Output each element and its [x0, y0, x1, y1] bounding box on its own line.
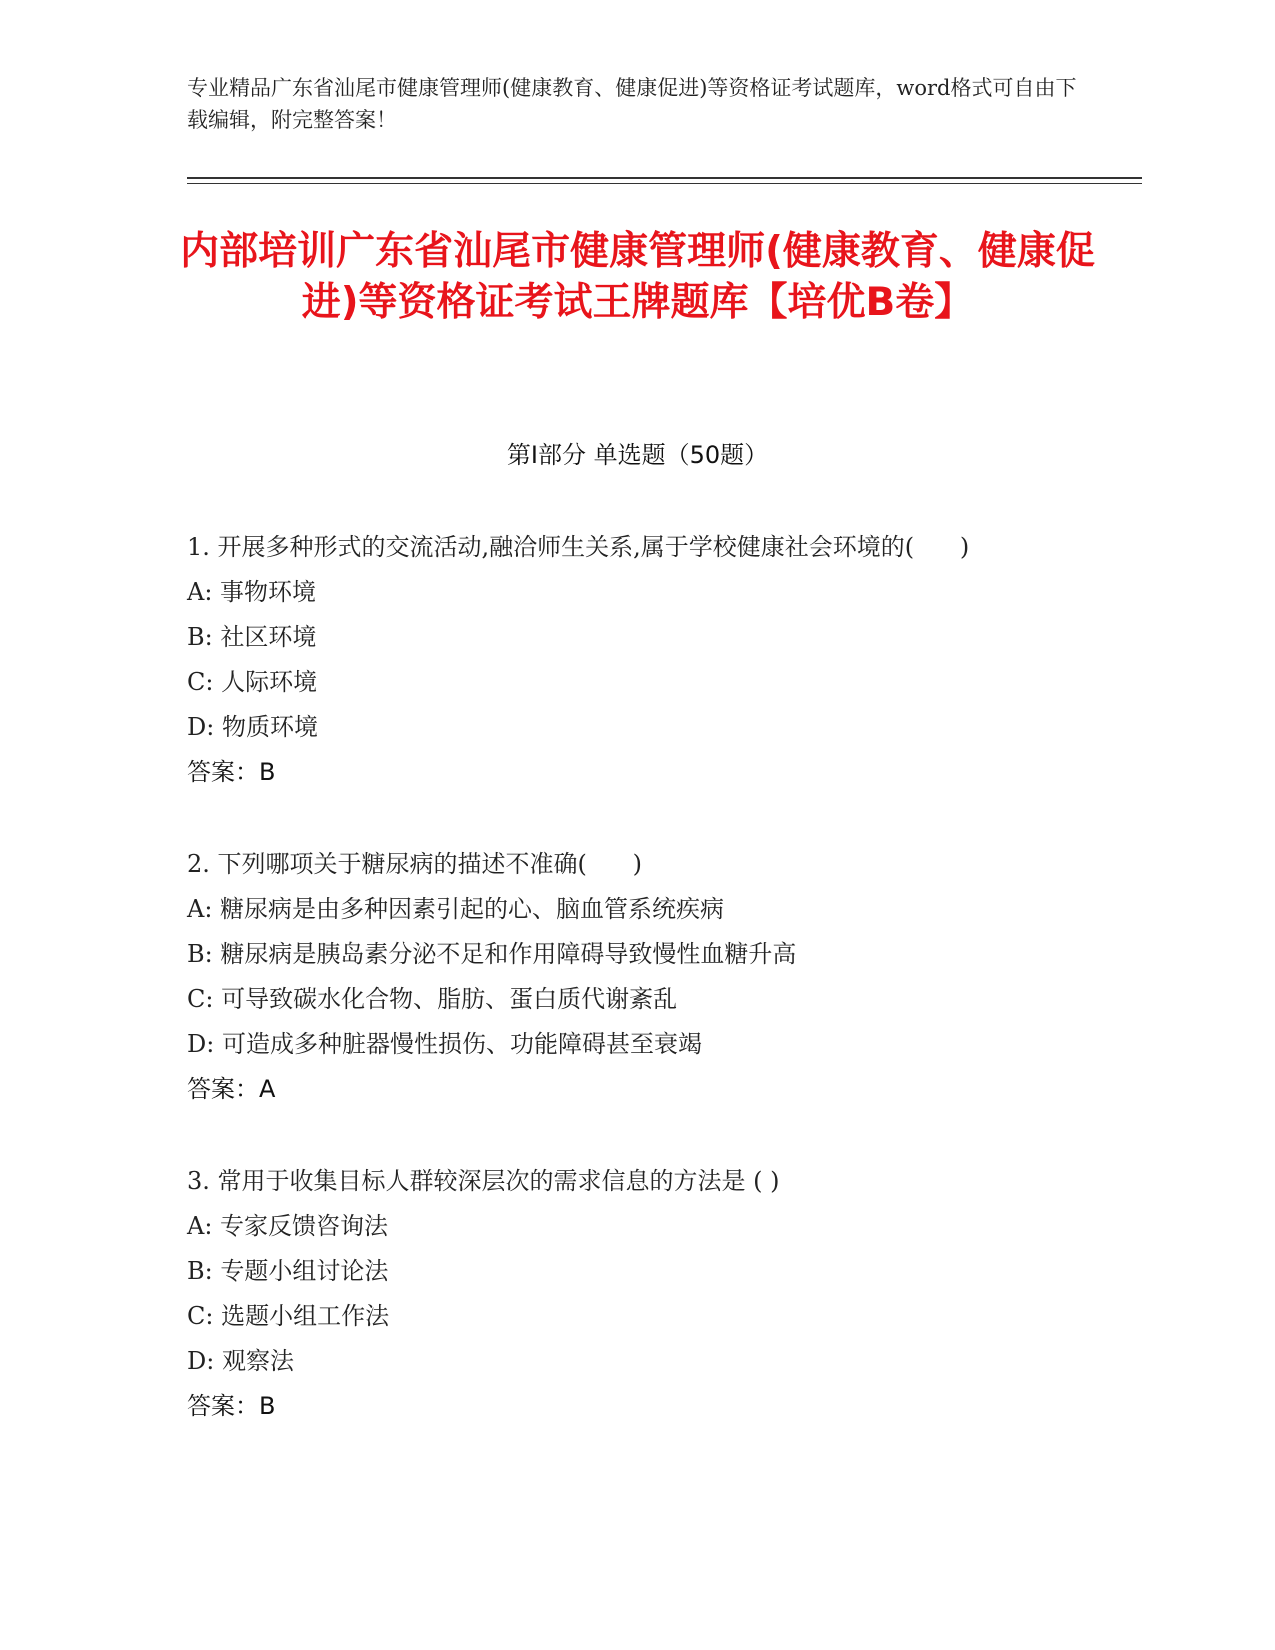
- option-a: A: 事物环境: [187, 578, 317, 606]
- answer: 答案：B: [187, 1392, 276, 1420]
- option-d: D: 观察法: [187, 1347, 294, 1375]
- answer: 答案：A: [187, 1075, 276, 1103]
- option-d: D: 物质环境: [187, 713, 318, 741]
- question-list: [187, 525, 1087, 1476]
- question-2: [187, 842, 1087, 1112]
- option-d: D: 可造成多种脏器慢性损伤、功能障碍甚至衰竭: [187, 1030, 702, 1058]
- question-stem: 1. 开展多种形式的交流活动,融洽师生关系,属于学校健康社会环境的( ): [187, 533, 970, 561]
- option-c: C: 人际环境: [187, 668, 318, 696]
- question-stem: 2. 下列哪项关于糖尿病的描述不准确( ): [187, 850, 643, 878]
- option-b: B: 社区环境: [187, 623, 317, 651]
- option-b: B: 糖尿病是胰岛素分泌不足和作用障碍导致慢性血糖升高: [187, 940, 797, 968]
- question-stem: 3. 常用于收集目标人群较深层次的需求信息的方法是 ( ): [187, 1167, 780, 1195]
- header-rule-thick: [187, 177, 1142, 179]
- header-note: 专业精品广东省汕尾市健康管理师(健康教育、健康促进)等资格证考试题库，word格式可自由下载编辑，附完整答案！: [187, 76, 1077, 132]
- question-3: [187, 1159, 1087, 1429]
- option-b: B: 专题小组讨论法: [187, 1257, 389, 1285]
- document-title: 内部培训广东省汕尾市健康管理师(健康教育、健康促进)等资格证考试王牌题库【培优B卷】: [180, 229, 1095, 325]
- option-c: C: 选题小组工作法: [187, 1302, 390, 1330]
- section-heading: 第Ⅰ部分 单选题（50题）: [506, 441, 769, 469]
- header-rule-thin: [187, 183, 1142, 184]
- option-a: A: 专家反馈咨询法: [187, 1212, 389, 1240]
- question-1: [187, 525, 1087, 795]
- option-c: C: 可导致碳水化合物、脂肪、蛋白质代谢紊乱: [187, 985, 678, 1013]
- answer: 答案：B: [187, 758, 276, 786]
- option-a: A: 糖尿病是由多种因素引起的心、脑血管系统疾病: [187, 895, 725, 923]
